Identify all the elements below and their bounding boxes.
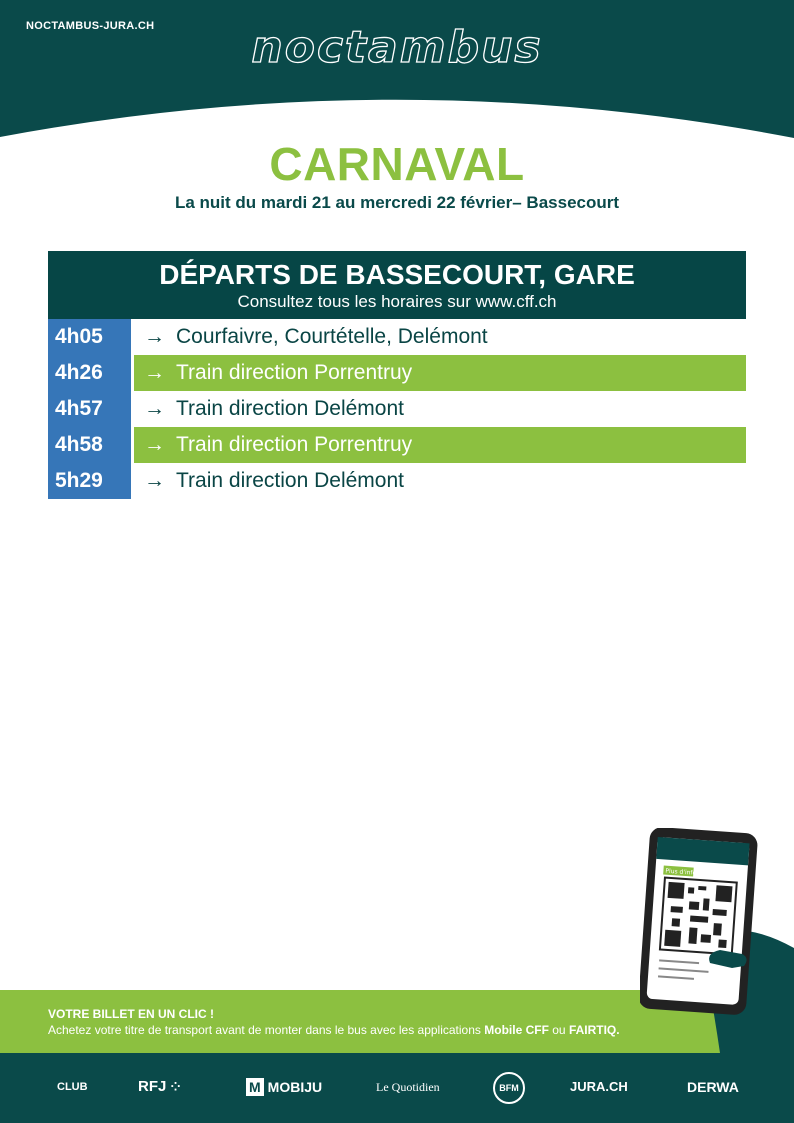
phone-qr-illustration xyxy=(640,828,794,1053)
site-url[interactable]: NOCTAMBUS-JURA.CH xyxy=(26,20,155,32)
phone-label: Plus d'infos xyxy=(665,867,700,877)
departure-destination xyxy=(134,427,746,463)
bfm-logo: BFM xyxy=(493,1072,525,1104)
departure-destination xyxy=(134,355,746,391)
departure-row xyxy=(48,463,746,499)
rfj-logo: RFJ ⁘ xyxy=(138,1078,181,1095)
departure-row xyxy=(48,319,746,355)
page-title: CARNAVAL xyxy=(269,138,525,190)
departure-row xyxy=(48,427,746,463)
departure-destination xyxy=(134,319,746,355)
arrow-right-icon: → xyxy=(144,397,165,420)
arrow-right-icon: → xyxy=(144,361,165,384)
mobiju-logo: M MOBIJU xyxy=(246,1078,322,1096)
departure-row xyxy=(48,355,746,391)
noctambus-logo: noctambus xyxy=(251,22,543,73)
departure-row xyxy=(48,391,746,427)
sponsor-bar xyxy=(0,1053,794,1123)
destination-label: Train direction Porrentruy xyxy=(176,433,413,456)
le-quotidien-logo: Le Quotidien xyxy=(376,1080,440,1094)
app-mobile-cff[interactable]: Mobile CFF xyxy=(484,1023,549,1037)
departure-time: 4h58 xyxy=(48,427,131,463)
departures-subtitle: Consultez tous les horaires sur www.cff.ch xyxy=(237,292,557,311)
departure-time: 5h29 xyxy=(48,463,131,499)
promo-title: VOTRE BILLET EN UN CLIC ! xyxy=(48,1007,214,1021)
header-banner xyxy=(0,0,794,150)
departures-header xyxy=(48,251,746,319)
arrow-right-icon: → xyxy=(144,469,165,492)
app-fairtiq[interactable]: FAIRTIQ xyxy=(568,1023,617,1037)
arrow-right-icon: → xyxy=(144,325,165,348)
departure-time: 4h05 xyxy=(48,319,131,355)
club-logo: CLUB xyxy=(57,1081,88,1093)
departure-destination xyxy=(134,391,746,427)
destination-label: Train direction Porrentruy xyxy=(176,361,413,384)
destination-label: Train direction Delémont xyxy=(176,469,404,492)
destination-label: Courfaivre, Courtételle, Delémont xyxy=(176,325,488,348)
departure-destination xyxy=(134,463,746,499)
jura-ch-logo: JURA.CH xyxy=(570,1079,628,1094)
departures-title: DÉPARTS DE BASSECOURT, GARE xyxy=(159,259,635,290)
departure-time: 4h26 xyxy=(48,355,131,391)
derwa-logo: DERWA xyxy=(687,1079,739,1095)
arrow-right-icon: → xyxy=(144,433,165,456)
departure-time: 4h57 xyxy=(48,391,131,427)
page-subtitle: La nuit du mardi 21 au mercredi 22 février– Bassecourt xyxy=(174,193,620,212)
promo-text: Achetez votre titre de transport avant de monter dans le bus avec les applications Mobile CFF ou FAIRTIQ. xyxy=(48,1023,620,1037)
destination-label: Train direction Delémont xyxy=(176,397,404,420)
